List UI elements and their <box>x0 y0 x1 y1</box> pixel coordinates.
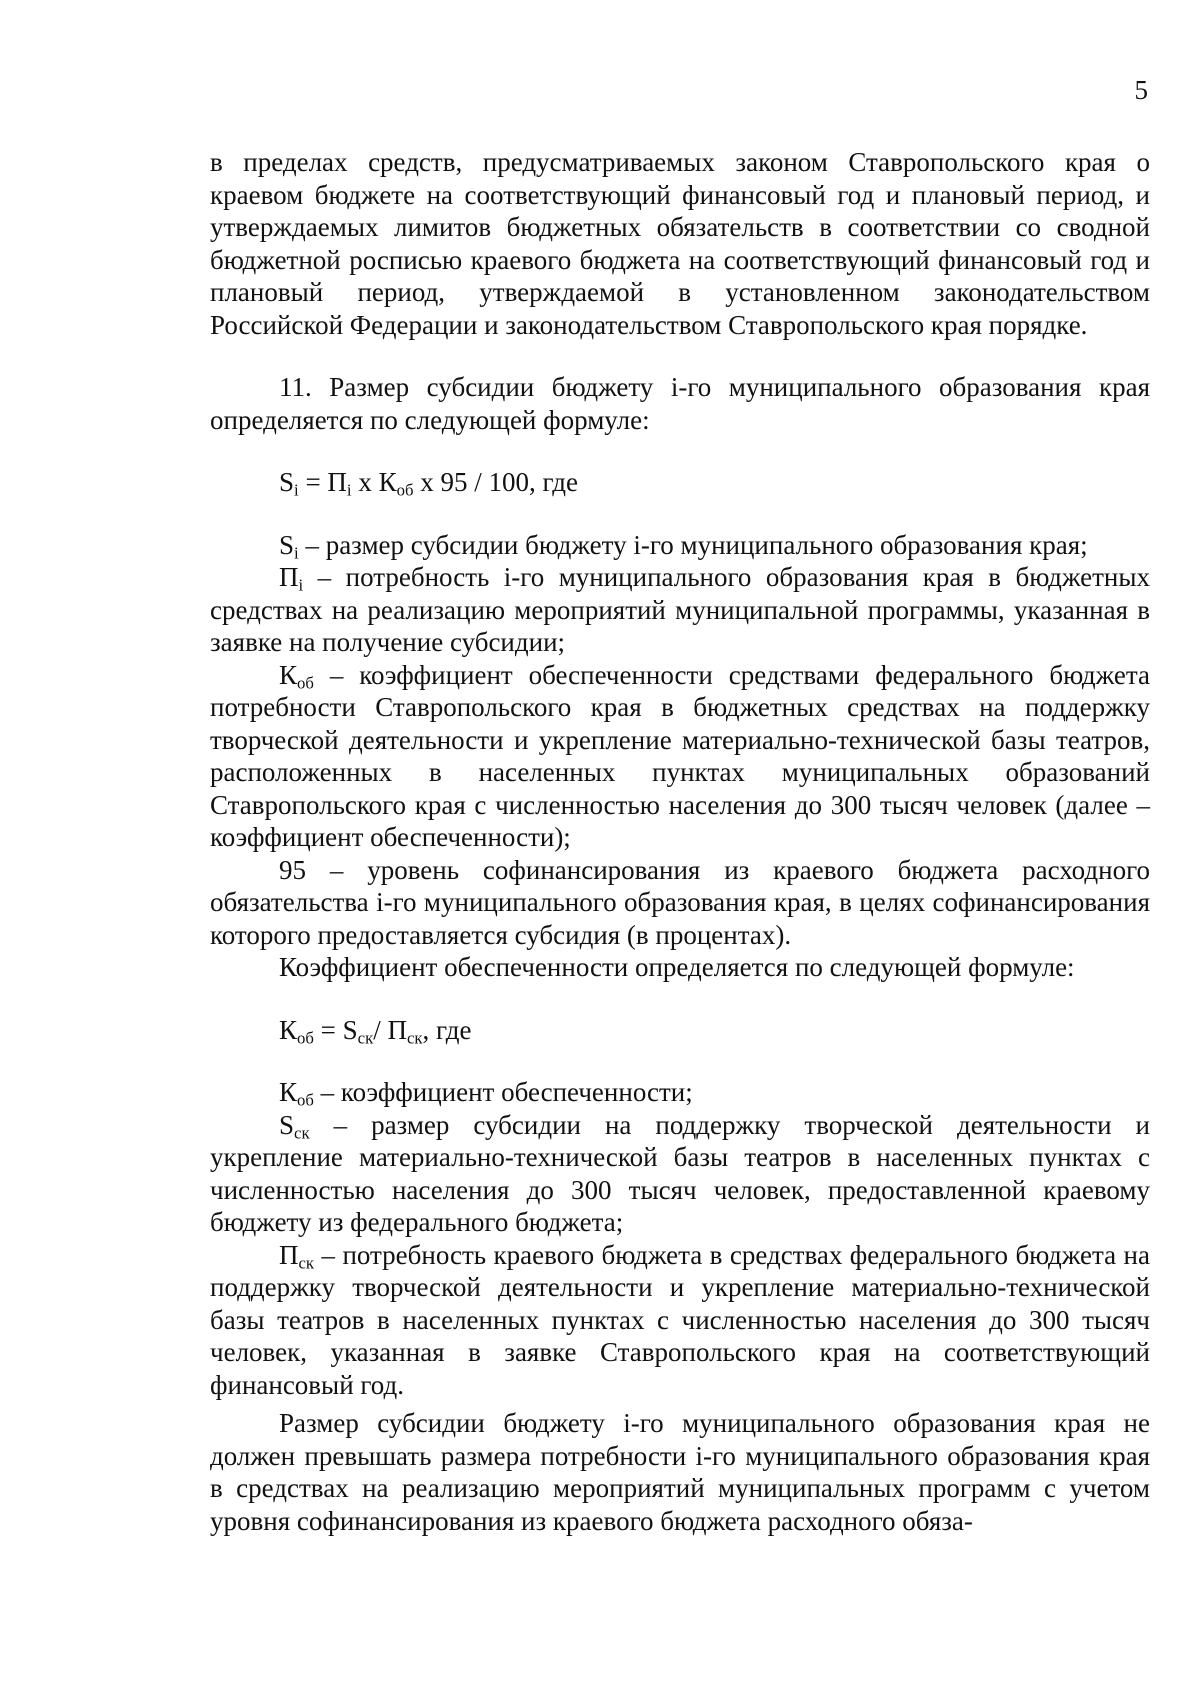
formula-symbol: К <box>279 1014 298 1045</box>
paragraph-koef-intro: Коэффициент обеспеченности определяется по следующей формуле: <box>279 952 1075 982</box>
definition-symbol: К <box>279 659 298 690</box>
definition-text: – размер субсидии бюджету i-го муниципального образования края; <box>298 529 1088 560</box>
paragraph-limit: Размер субсидии бюджету i-го муниципального образования края не должен превышать размера потребности i-го муниципального образования края в средствах на реализацию мероприятий муниципальных программ с учетом уровня софинансирования из краевого бюджета расходного обяза- <box>210 1408 1150 1536</box>
definition-k-ob-2 <box>210 1076 1150 1109</box>
definition-symbol: П <box>279 562 299 592</box>
definition-subscript: ск <box>298 1253 315 1273</box>
formula-subsidy-size <box>279 466 1150 499</box>
formula-text: х 95 / 100, где <box>413 467 578 497</box>
definition-s-i <box>210 529 1150 562</box>
definition-symbol: S <box>279 529 295 560</box>
definition-subscript: i <box>294 543 299 563</box>
definition-subscript: об <box>297 673 314 693</box>
formula-subscript: ск <box>357 1028 374 1048</box>
formula-coefficient <box>279 1014 1150 1047</box>
definition-subscript: i <box>298 575 304 595</box>
definition-text: – потребность i-го муниципального образования края в бюджетных средствах на реализацию мероприятий муниципальной программы, указанная в заявке на получение субсидии; <box>210 562 1150 657</box>
formula-subscript: i <box>346 480 352 500</box>
definition-text: – размер субсидии на поддержку творческой деятельности и укрепление материально-технической базы театров в населенных пунктах с численностью населения до 300 тысяч человек, предоставленной краевому бюджету из федерального бюджета; <box>210 1109 1150 1237</box>
definition-symbol: S <box>279 1109 295 1140</box>
definition-text: – коэффициент обеспеченности; <box>313 1077 693 1107</box>
definition-s-ck <box>210 1109 1150 1239</box>
document-body <box>210 146 1150 1537</box>
formula-symbol: S <box>279 467 295 497</box>
definition-p-ck <box>210 1239 1150 1402</box>
formula-subscript: об <box>297 1028 314 1048</box>
definition-p-i <box>210 561 1150 659</box>
formula-text: х К <box>351 467 397 497</box>
definition-symbol: П <box>279 1239 299 1270</box>
page-number: 5 <box>1134 75 1148 105</box>
definition-subscript: об <box>297 1090 314 1110</box>
formula-text: = S <box>313 1014 358 1045</box>
formula-subscript: i <box>294 480 299 500</box>
formula-subscript: об <box>396 480 414 500</box>
formula-text: / П <box>373 1014 407 1045</box>
paragraph-item-11: 11. Размер субсидии бюджету i-го муниципального образования края определяется по следующей формуле: <box>210 372 1150 435</box>
definition-text: – потребность краевого бюджета в средствах федерального бюджета на поддержку творческой деятельности и укрепление материально-технической базы театров в населенных пунктах с численностью населения до 300 тысяч человек, указанная в заявке Ставропольского края на соответствующий финансовый год. <box>210 1239 1150 1400</box>
definition-symbol: К <box>279 1077 298 1107</box>
paragraph-budget-limits: в пределах средств, предусматриваемых законом Ставропольского края о краевом бюджете на соответствующий финансовый год и плановый период, и утверждаемых лимитов бюджетных обязательств в соответствии со сводной бюджетной росписью краевого бюджета на соответствующий финансовый год и плановый период, утверждаемой в установленном законодательством Российской Федерации и законодательством Ставропольского края порядке. <box>210 147 1150 340</box>
formula-text: , где <box>422 1014 472 1045</box>
definition-subscript: ск <box>294 1123 310 1143</box>
formula-subscript: ск <box>406 1028 423 1048</box>
definition-95: 95 – уровень софинансирования из краевого бюджета расходного обязательства i-го муниципального образования края, в целях софинансирования которого предоставляется субсидия (в процентах). <box>210 854 1150 950</box>
formula-text: = П <box>298 467 347 497</box>
definition-k-ob <box>210 659 1150 854</box>
definition-text: – коэффициент обеспеченности средствами федерального бюджета потребности Ставропольского края в бюджетных средствах на поддержку творческой деятельности и укрепление материально-технической базы театров, расположенных в населенных пунктах муниципальных образований Ставропольского края с численностью населения до 300 тысяч человек (далее – коэффициент обеспеченности); <box>210 659 1150 852</box>
